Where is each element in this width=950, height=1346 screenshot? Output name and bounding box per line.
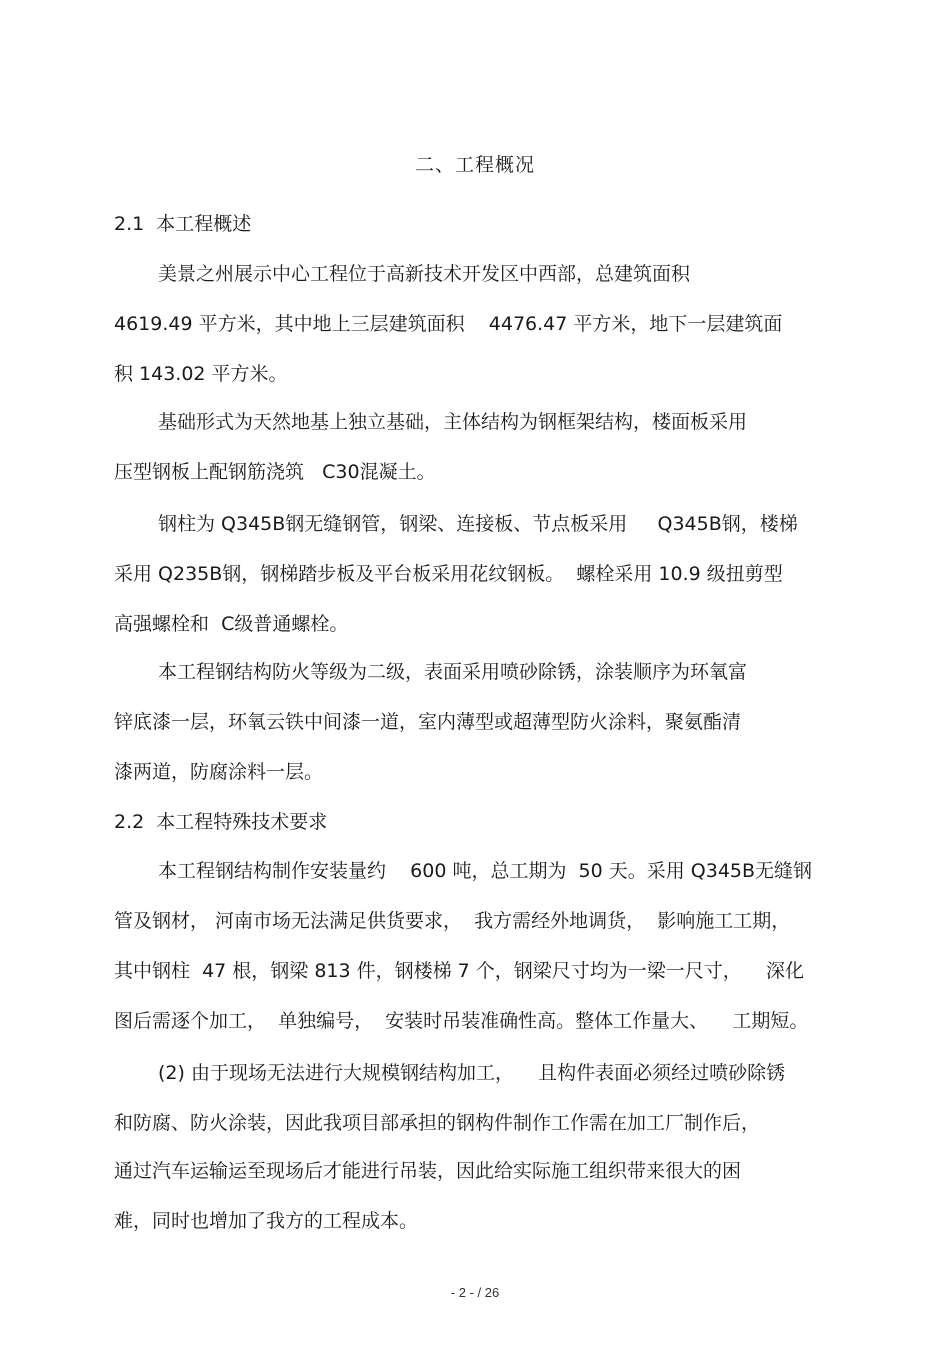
text-line: 高强螺栓和 C级普通螺栓。 bbox=[114, 613, 349, 635]
text-line: 其中钢柱 47 根，钢梁 813 件，钢楼梯 7 个，钢梁尺寸均为一梁一尺寸， 深化 bbox=[114, 960, 804, 982]
section-heading-2-1: 2.1 本工程概述 bbox=[114, 213, 252, 235]
text-line: 4619.49 平方米，其中地上三层建筑面积 4476.47 平方米，地下一层建筑面 bbox=[114, 313, 783, 335]
text-line: 本工程钢结构制作安装量约 600 吨，总工期为 50 天。采用 Q345B无缝钢 bbox=[158, 860, 813, 882]
text-line: 管及钢材， 河南市场无法满足供货要求， 我方需经外地调货， 影响施工工期， bbox=[114, 910, 791, 932]
text-line: 采用 Q235B钢，钢梯踏步板及平台板采用花纹钢板。 螺栓采用 10.9 级扭剪型 bbox=[114, 563, 783, 585]
text-line: 压型钢板上配钢筋浇筑 C30混凝土。 bbox=[114, 461, 436, 483]
text-line: (2) 由于现场无法进行大规模钢结构加工， 且构件表面必须经过喷砂除锈 bbox=[158, 1062, 786, 1084]
text-line: 积 143.02 平方米。 bbox=[114, 363, 288, 385]
text-line: 锌底漆一层，环氧云铁中间漆一道，室内薄型或超薄型防火涂料，聚氨酯清 bbox=[114, 711, 742, 733]
page-number: - 2 - / 26 bbox=[450, 1285, 500, 1300]
text-line: 本工程钢结构防火等级为二级，表面采用喷砂除锈，涂装顺序为环氧富 bbox=[158, 661, 748, 683]
text-line: 难，同时也增加了我方的工程成本。 bbox=[114, 1210, 419, 1232]
text-line: 通过汽车运输运至现场后才能进行吊装，因此给实际施工组织带来很大的困 bbox=[114, 1160, 742, 1182]
text-line: 基础形式为天然地基上独立基础，主体结构为钢框架结构，楼面板采用 bbox=[158, 411, 748, 433]
text-line: 漆两道，防腐涂料一层。 bbox=[114, 761, 324, 783]
text-line: 图后需逐个加工， 单独编号， 安装时吊装准确性高。整体工作量大、 工期短。 bbox=[114, 1010, 809, 1032]
text-line: 美景之州展示中心工程位于高新技术开发区中西部，总建筑面积 bbox=[158, 263, 691, 285]
page-title: 二、工程概况 bbox=[414, 154, 535, 176]
text-line: 钢柱为 Q345B钢无缝钢管，钢梁、连接板、节点板采用 Q345B钢，楼梯 bbox=[158, 513, 798, 535]
text-line: 和防腐、防火涂装，因此我项目部承担的钢构件制作工作需在加工厂制作后， bbox=[114, 1112, 761, 1134]
section-heading-2-2: 2.2 本工程特殊技术要求 bbox=[114, 811, 328, 833]
